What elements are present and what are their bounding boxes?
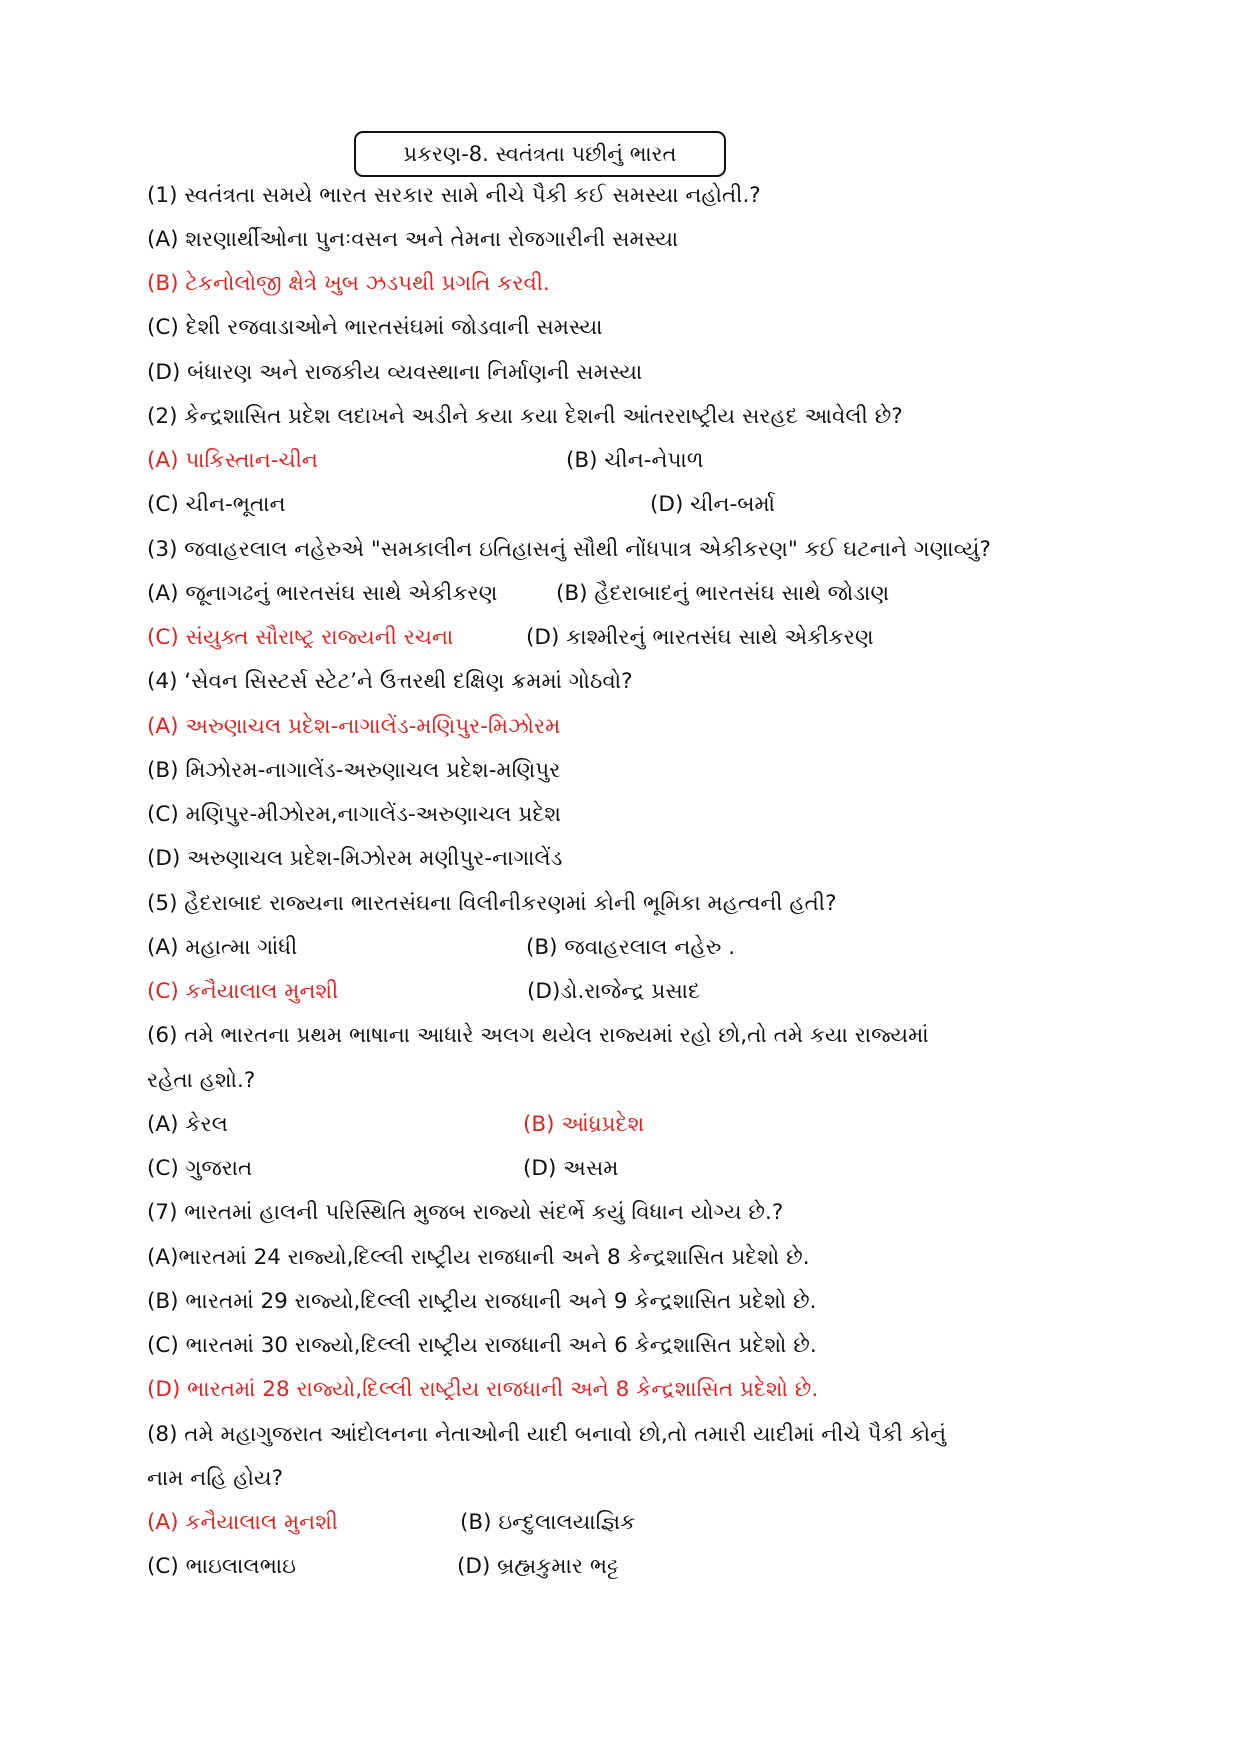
q2-option-d: (D) ચીન-બર્મા: [650, 492, 776, 517]
q5-option-d: (D)ડો.રાજેન્દ્ર પ્રસાદ: [527, 979, 701, 1004]
question-6-line-1: (6) તમે ભારતના પ્રથમ ભાષાના આધારે અલગ થયેલ રાજ્યમાં રહો છો,તો તમે કયા રાજ્યમાં: [147, 1023, 929, 1048]
q2-option-b: (B) ચીન-નેપાળ: [566, 448, 704, 473]
question-5: (5) હૈદરાબાદ રાજ્યના ભારતસંઘના વિલીનીકરણમાં કોની ભૂમિકા મહત્વની હતી?: [147, 891, 837, 916]
q4-option-a-answer: (A) અરુણાચલ પ્રદેશ-નાગાલેંડ-મણિપુર-મિઝોરમ: [147, 714, 561, 739]
question-2: (2) કેન્દ્રશાસિત પ્રદેશ લદાખને અડીને કયા કયા દેશની આંતરરાષ્ટ્રીય સરહદ આવેલી છે?: [147, 404, 903, 429]
question-6-line-2: રહેતા હશો.?: [147, 1068, 256, 1093]
q2-option-c: (C) ચીન-ભૂતાન: [147, 492, 286, 517]
q4-option-c: (C) મણિપુર-મીઝોરમ,નાગાલેંડ-અરુણાચલ પ્રદેશ: [147, 802, 561, 827]
q7-option-d-answer: (D) ભારતમાં 28 રાજ્યો,દિલ્લી રાષ્ટ્રીય રાજધાની અને 8 કેન્દ્રશાસિત પ્રદેશો છે.: [147, 1377, 819, 1402]
q3-option-a: (A) જૂનાગઢનું ભારતસંઘ સાથે એકીકરણ: [147, 581, 498, 606]
q3-option-c-answer: (C) સંયુક્ત સૌરાષ્ટ્ર રાજ્યની રચના: [147, 625, 454, 650]
question-4: (4) ‘સેવન સિસ્ટર્સ સ્ટેટ’ને ઉત્તરથી દક્ષિણ ક્રમમાં ગોઠવો?: [147, 669, 633, 694]
q7-option-c: (C) ભારતમાં 30 રાજ્યો,દિલ્લી રાષ્ટ્રીય રાજધાની અને 6 કેન્દ્રશાસિત પ્રદેશો છે.: [147, 1333, 817, 1358]
q6-option-d: (D) અસમ: [523, 1156, 619, 1181]
q5-option-c-answer: (C) કનૈયાલાલ મુનશી: [147, 979, 339, 1004]
q5-option-b: (B) જવાહરલાલ નહેરુ .: [526, 935, 736, 960]
q4-option-d: (D) અરુણાચલ પ્રદેશ-મિઝોરમ મણીપુર-નાગાલેંડ: [147, 846, 563, 871]
q1-option-a: (A) શરણાર્થીઓના પુનઃવસન અને તેમના રોજગારીની સમસ્યા: [147, 227, 679, 252]
question-8-line-2: નામ નહિ હોય?: [147, 1466, 283, 1491]
question-7: (7) ભારતમાં હાલની પરિસ્થિતિ મુજબ રાજ્યો સંદર્ભે કયું વિધાન યોગ્ય છે.?: [147, 1200, 784, 1225]
q7-option-a: (A)ભારતમાં 24 રાજ્યો,દિલ્લી રાષ્ટ્રીય રાજધાની અને 8 કેન્દ્રશાસિત પ્રદેશો છે.: [147, 1245, 810, 1270]
question-1: (1) સ્વતંત્રતા સમયે ભારત સરકાર સામે નીચે પૈકી કઈ સમસ્યા નહોતી.?: [147, 183, 761, 208]
q5-option-a: (A) મહાત્મા ગાંધી: [147, 935, 298, 960]
q7-option-b: (B) ભારતમાં 29 રાજ્યો,દિલ્લી રાષ્ટ્રીય રાજધાની અને 9 કેન્દ્રશાસિત પ્રદેશો છે.: [147, 1289, 817, 1314]
q1-option-c: (C) દેશી રજવાડાઓને ભારતસંઘમાં જોડવાની સમસ્યા: [147, 315, 603, 340]
q3-option-b: (B) હૈદરાબાદનું ભારતસંઘ સાથે જોડાણ: [556, 581, 890, 606]
q8-option-d: (D) બ્રહ્મકુમાર ભટ્ટ: [457, 1554, 619, 1579]
q8-option-c: (C) ભાઇલાલભાઇ: [147, 1554, 296, 1579]
q1-option-b-answer: (B) ટેકનોલોજી ક્ષેત્રે ખુબ ઝડપથી પ્રગતિ કરવી.: [147, 271, 550, 296]
q6-option-a: (A) કેરલ: [147, 1112, 228, 1137]
q6-option-b-answer: (B) આંધ્રપ્રદેશ: [523, 1112, 645, 1137]
q1-option-d: (D) બંધારણ અને રાજકીય વ્યવસ્થાના નિર્માણની સમસ્યા: [147, 360, 643, 385]
chapter-title: પ્રકરણ-8. સ્વતંત્રતા પછીનું ભારત: [354, 131, 726, 177]
q8-option-b: (B) ઇન્દુલાલયાજ્ઞિક: [460, 1510, 636, 1535]
q6-option-c: (C) ગુજરાત: [147, 1156, 253, 1181]
q8-option-a-answer: (A) કનૈયાલાલ મુનશી: [147, 1510, 338, 1535]
question-3: (3) જવાહરલાલ નહેરુએ "સમકાલીન ઇતિહાસનું સૌથી નોંધપાત્ર એકીકરણ" કઈ ઘટનાને ગણાવ્યું?: [147, 537, 991, 562]
question-8-line-1: (8) તમે મહાગુજરાત આંદોલનના નેતાઓની યાદી બનાવો છો,તો તમારી યાદીમાં નીચે પૈકી કોનું: [147, 1422, 947, 1447]
q3-option-d: (D) કાશ્મીરનું ભારતસંઘ સાથે એકીકરણ: [526, 625, 874, 650]
q4-option-b: (B) મિઝોરમ-નાગાલેંડ-અરુણાચલ પ્રદેશ-મણિપુર: [147, 758, 561, 783]
q2-option-a-answer: (A) પાકિસ્તાન-ચીન: [147, 448, 318, 473]
